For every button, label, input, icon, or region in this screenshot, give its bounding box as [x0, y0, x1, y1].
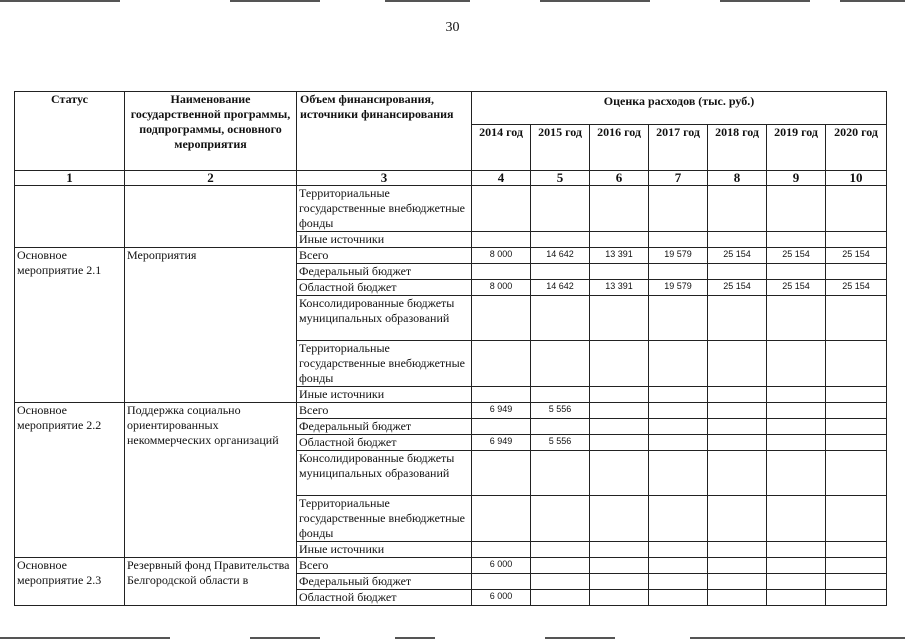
value-cell [826, 542, 887, 558]
value-cell [590, 387, 649, 403]
value-cell [708, 451, 767, 496]
column-number: 10 [826, 171, 887, 186]
source-cell: Всего [297, 248, 472, 264]
value-cell [767, 574, 826, 590]
column-number: 6 [590, 171, 649, 186]
header-status: Статус [15, 92, 125, 171]
column-number: 1 [15, 171, 125, 186]
value-cell [767, 558, 826, 574]
header-year: 2016 год [590, 125, 649, 171]
source-cell: Иные источники [297, 387, 472, 403]
value-cell [649, 590, 708, 606]
value-cell [767, 542, 826, 558]
value-cell [826, 264, 887, 280]
value-cell [826, 558, 887, 574]
value-cell: 6 949 [472, 403, 531, 419]
value-cell [531, 496, 590, 542]
value-cell: 13 391 [590, 280, 649, 296]
value-cell [767, 496, 826, 542]
source-cell: Федеральный бюджет [297, 264, 472, 280]
value-cell [649, 232, 708, 248]
value-cell [531, 590, 590, 606]
value-cell: 25 154 [767, 280, 826, 296]
value-cell [708, 264, 767, 280]
value-cell [472, 542, 531, 558]
value-cell [590, 296, 649, 341]
value-cell [649, 296, 708, 341]
value-cell [708, 590, 767, 606]
value-cell [708, 403, 767, 419]
value-cell [590, 451, 649, 496]
name-cell [125, 186, 297, 248]
value-cell [649, 264, 708, 280]
source-cell: Консолидированные бюджеты муниципальных образований [297, 296, 472, 341]
header-financing: Объем финансирования, источники финансирования [297, 92, 472, 171]
source-cell: Территориальные государственные внебюджетные фонды [297, 496, 472, 542]
value-cell [826, 186, 887, 232]
status-cell: Основное мероприятие 2.1 [15, 248, 125, 403]
value-cell: 6 000 [472, 558, 531, 574]
value-cell [590, 435, 649, 451]
name-cell: Поддержка социально ориентированных некоммерческих организаций [125, 403, 297, 558]
value-cell [649, 403, 708, 419]
value-cell [826, 496, 887, 542]
header-year: 2015 год [531, 125, 590, 171]
value-cell [708, 496, 767, 542]
value-cell: 5 556 [531, 435, 590, 451]
value-cell [767, 232, 826, 248]
value-cell: 25 154 [708, 280, 767, 296]
value-cell [472, 296, 531, 341]
value-cell [708, 558, 767, 574]
value-cell [767, 435, 826, 451]
value-cell [767, 186, 826, 232]
value-cell [767, 387, 826, 403]
source-cell: Федеральный бюджет [297, 574, 472, 590]
column-number-row [15, 171, 887, 186]
value-cell [767, 341, 826, 387]
value-cell [472, 387, 531, 403]
value-cell [590, 264, 649, 280]
value-cell [649, 542, 708, 558]
value-cell [531, 341, 590, 387]
value-cell: 25 154 [708, 248, 767, 264]
value-cell [826, 451, 887, 496]
value-cell [649, 574, 708, 590]
value-cell [708, 341, 767, 387]
budget-table [14, 91, 887, 606]
value-cell [826, 387, 887, 403]
value-cell [590, 558, 649, 574]
status-cell [15, 186, 125, 248]
value-cell [531, 419, 590, 435]
table-row [15, 248, 887, 264]
column-number: 8 [708, 171, 767, 186]
column-number: 3 [297, 171, 472, 186]
header-year: 2014 год [472, 125, 531, 171]
source-cell: Федеральный бюджет [297, 419, 472, 435]
value-cell [708, 186, 767, 232]
column-number: 9 [767, 171, 826, 186]
source-cell: Территориальные государственные внебюджетные фонды [297, 186, 472, 232]
value-cell [590, 590, 649, 606]
value-cell [708, 542, 767, 558]
source-cell: Областной бюджет [297, 590, 472, 606]
name-cell: Резервный фонд Правительства Белгородской области в [125, 558, 297, 606]
value-cell: 14 642 [531, 248, 590, 264]
column-number: 2 [125, 171, 297, 186]
value-cell [590, 542, 649, 558]
value-cell: 5 556 [531, 403, 590, 419]
name-cell: Мероприятия [125, 248, 297, 403]
page-number: 30 [445, 20, 460, 35]
value-cell: 25 154 [767, 248, 826, 264]
value-cell [531, 542, 590, 558]
value-cell [826, 590, 887, 606]
header-year: 2017 год [649, 125, 708, 171]
value-cell [531, 574, 590, 590]
column-number: 4 [472, 171, 531, 186]
value-cell [767, 403, 826, 419]
table-body [15, 171, 887, 606]
value-cell [472, 186, 531, 232]
value-cell [531, 451, 590, 496]
value-cell [590, 496, 649, 542]
value-cell [531, 186, 590, 232]
value-cell [531, 264, 590, 280]
value-cell [649, 435, 708, 451]
value-cell [826, 403, 887, 419]
value-cell [590, 232, 649, 248]
source-cell: Иные источники [297, 542, 472, 558]
header-year: 2019 год [767, 125, 826, 171]
value-cell [472, 574, 531, 590]
source-cell: Иные источники [297, 232, 472, 248]
value-cell [826, 341, 887, 387]
value-cell: 8 000 [472, 248, 531, 264]
table-row [15, 558, 887, 574]
value-cell [590, 186, 649, 232]
value-cell: 6 000 [472, 590, 531, 606]
value-cell: 13 391 [590, 248, 649, 264]
column-number: 7 [649, 171, 708, 186]
scan-artifact-top [0, 0, 905, 3]
value-cell [649, 341, 708, 387]
value-cell [590, 574, 649, 590]
status-cell: Основное мероприятие 2.3 [15, 558, 125, 606]
value-cell [767, 264, 826, 280]
value-cell [531, 296, 590, 341]
source-cell: Консолидированные бюджеты муниципальных образований [297, 451, 472, 496]
value-cell [649, 419, 708, 435]
value-cell [472, 264, 531, 280]
header-estimate: Оценка расходов (тыс. руб.) [472, 92, 887, 125]
value-cell [767, 451, 826, 496]
status-cell: Основное мероприятие 2.2 [15, 403, 125, 558]
table-row [15, 186, 887, 232]
value-cell [708, 232, 767, 248]
source-cell: Областной бюджет [297, 280, 472, 296]
value-cell: 19 579 [649, 248, 708, 264]
value-cell [826, 435, 887, 451]
value-cell [649, 496, 708, 542]
value-cell [708, 387, 767, 403]
value-cell [649, 558, 708, 574]
value-cell [708, 574, 767, 590]
value-cell [531, 387, 590, 403]
table-header [15, 92, 887, 171]
value-cell [826, 296, 887, 341]
source-cell: Всего [297, 558, 472, 574]
value-cell [767, 590, 826, 606]
value-cell [826, 574, 887, 590]
table-row [15, 403, 887, 419]
value-cell: 25 154 [826, 280, 887, 296]
value-cell [531, 232, 590, 248]
value-cell [590, 341, 649, 387]
value-cell: 19 579 [649, 280, 708, 296]
value-cell [708, 435, 767, 451]
value-cell [590, 403, 649, 419]
value-cell [708, 296, 767, 341]
value-cell [531, 558, 590, 574]
value-cell [472, 496, 531, 542]
header-name: Наименование государственной программы, подпрограммы, основного мероприятия [125, 92, 297, 171]
value-cell [472, 341, 531, 387]
value-cell: 8 000 [472, 280, 531, 296]
value-cell [649, 451, 708, 496]
value-cell: 6 949 [472, 435, 531, 451]
value-cell [590, 419, 649, 435]
value-cell [472, 419, 531, 435]
source-cell: Всего [297, 403, 472, 419]
value-cell: 25 154 [826, 248, 887, 264]
source-cell: Областной бюджет [297, 435, 472, 451]
value-cell: 14 642 [531, 280, 590, 296]
value-cell [826, 419, 887, 435]
value-cell [826, 232, 887, 248]
header-year: 2020 год [826, 125, 887, 171]
value-cell [472, 232, 531, 248]
value-cell [767, 296, 826, 341]
value-cell [708, 419, 767, 435]
column-number: 5 [531, 171, 590, 186]
header-year: 2018 год [708, 125, 767, 171]
source-cell: Территориальные государственные внебюджетные фонды [297, 341, 472, 387]
value-cell [767, 419, 826, 435]
value-cell [472, 451, 531, 496]
value-cell [649, 387, 708, 403]
value-cell [649, 186, 708, 232]
